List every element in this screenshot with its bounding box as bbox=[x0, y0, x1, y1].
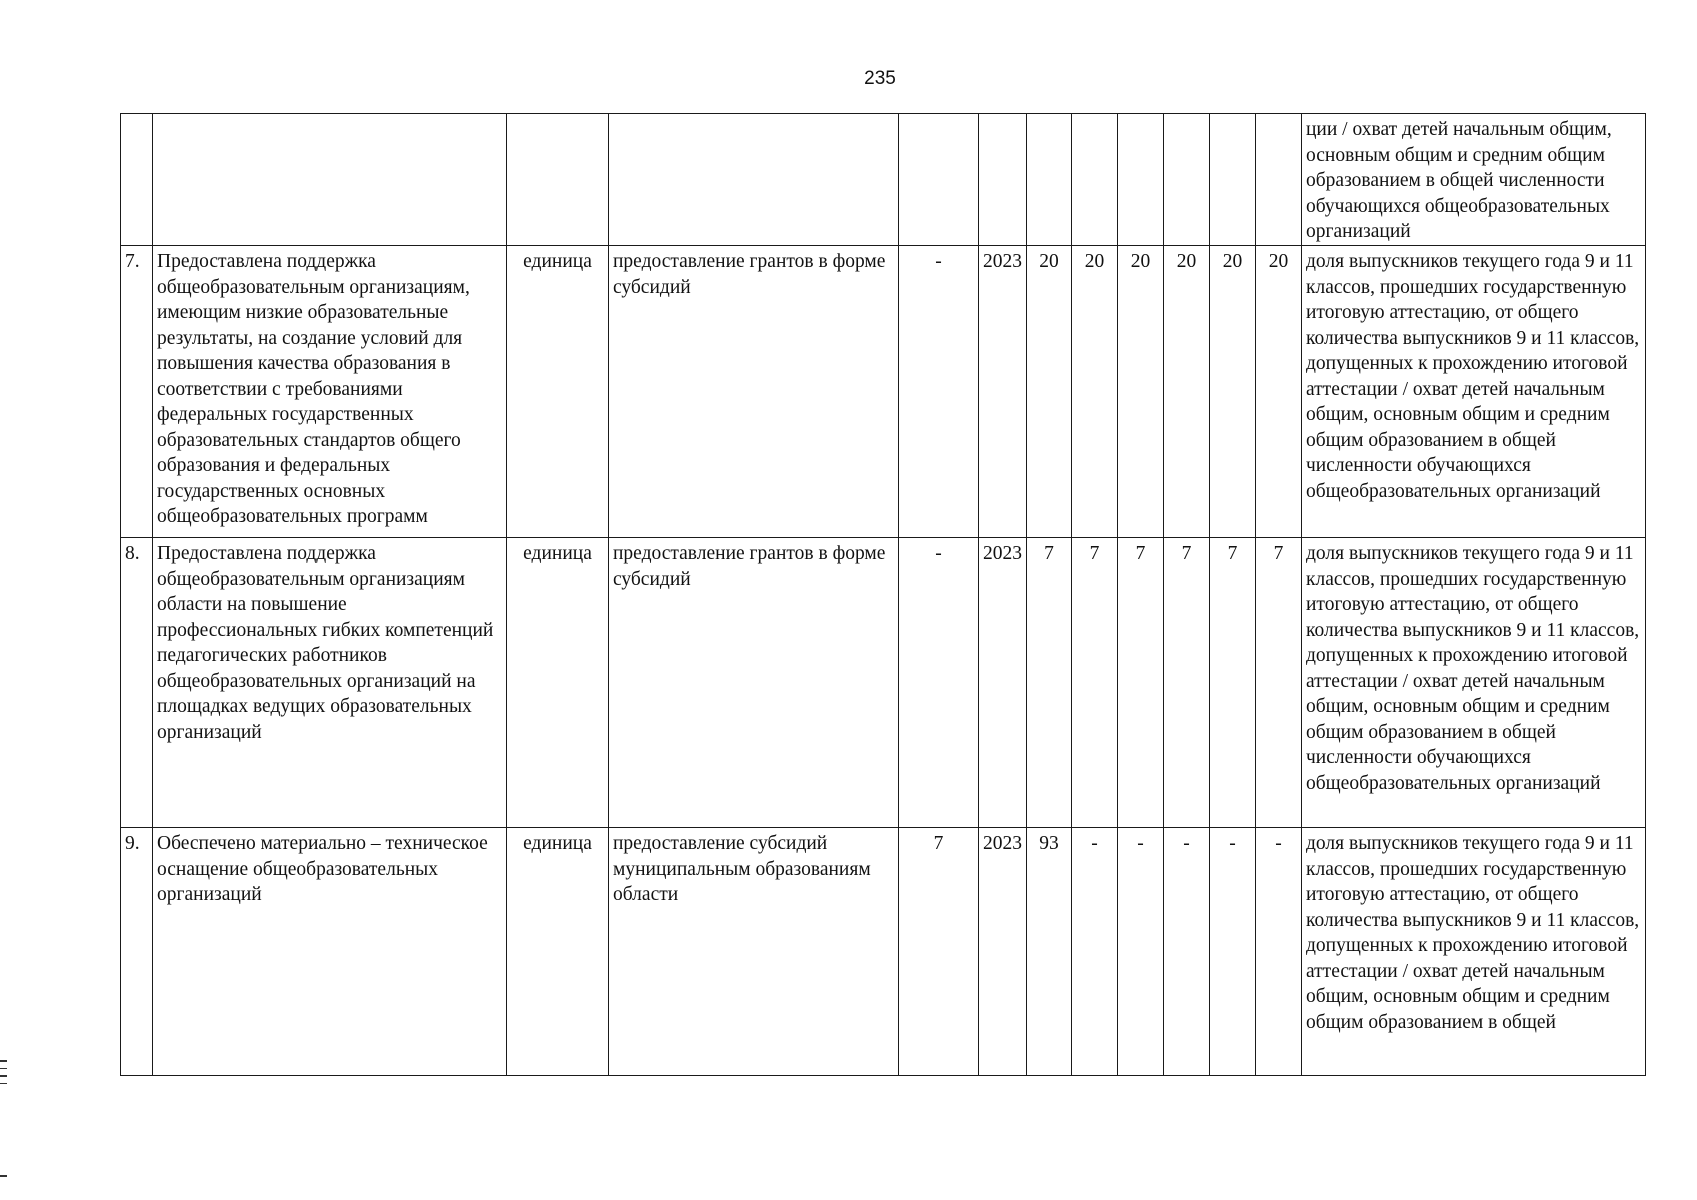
scan-mark bbox=[0, 1060, 7, 1062]
cell-unit: единица bbox=[507, 246, 609, 538]
scan-edge-marks bbox=[0, 1060, 8, 1090]
cell-base-value bbox=[899, 114, 979, 246]
cell-value: 20 bbox=[1072, 246, 1118, 538]
cell-value bbox=[1210, 114, 1256, 246]
cell-base-value: 7 bbox=[899, 828, 979, 1076]
table-row-continuation bbox=[121, 114, 1646, 246]
cell-year: 2023 bbox=[979, 246, 1027, 538]
table-row bbox=[121, 828, 1646, 1076]
cell-value: 20 bbox=[1210, 246, 1256, 538]
cell-num: 8. bbox=[121, 538, 153, 828]
cell-value: 7 bbox=[1072, 538, 1118, 828]
cell-unit: единица bbox=[507, 828, 609, 1076]
cell-description bbox=[153, 114, 507, 246]
table-row bbox=[121, 538, 1646, 828]
cell-num bbox=[121, 114, 153, 246]
cell-value bbox=[1027, 114, 1072, 246]
cell-value: - bbox=[1210, 828, 1256, 1076]
cell-value: 7 bbox=[1118, 538, 1164, 828]
page-number: 235 bbox=[864, 68, 896, 89]
cell-value: 7 bbox=[1256, 538, 1302, 828]
cell-value: 7 bbox=[1027, 538, 1072, 828]
cell-num: 9. bbox=[121, 828, 153, 1076]
cell-description: Предоставлена поддержка общеобразовательным организациям области на повышение профессиональных гибких компетенций педагогических работников общеобразовательных организаций на площадках ведущих образовательных организаций bbox=[153, 538, 507, 828]
cell-unit: единица bbox=[507, 538, 609, 828]
table-row bbox=[121, 246, 1646, 538]
cell-mechanism: предоставление грантов в форме субсидий bbox=[609, 538, 899, 828]
cell-value: - bbox=[1164, 828, 1210, 1076]
cell-num: 7. bbox=[121, 246, 153, 538]
cell-description: Предоставлена поддержка общеобразовательным организациям, имеющим низкие образовательные результаты, на создание условий для повышения качества образования в соответствии с требованиями федеральных государственных образовательных стандартов общего образования и федеральных государственных основных общеобразовательных программ bbox=[153, 246, 507, 538]
cell-mechanism: предоставление субсидий муниципальным образованиям области bbox=[609, 828, 899, 1076]
cell-value: 7 bbox=[1210, 538, 1256, 828]
cell-year: 2023 bbox=[979, 828, 1027, 1076]
cell-mechanism: предоставление грантов в форме субсидий bbox=[609, 246, 899, 538]
cell-value bbox=[1256, 114, 1302, 246]
cell-value: 20 bbox=[1027, 246, 1072, 538]
scan-mark bbox=[0, 1083, 7, 1085]
cell-value: 20 bbox=[1256, 246, 1302, 538]
scan-mark bbox=[0, 1175, 7, 1177]
scan-mark bbox=[0, 1075, 7, 1077]
cell-year: 2023 bbox=[979, 538, 1027, 828]
cell-value: 7 bbox=[1164, 538, 1210, 828]
cell-year bbox=[979, 114, 1027, 246]
cell-indicator: доля выпускников текущего года 9 и 11 классов, прошедших государственную итоговую аттестацию, от общего количества выпускников 9 и 11 классов, допущенных к прохождению итоговой аттестации / охват детей начальным общим, основным общим и средним общим образованием в общей bbox=[1302, 828, 1646, 1076]
cell-mechanism bbox=[609, 114, 899, 246]
scan-mark bbox=[0, 1068, 7, 1070]
cell-value: - bbox=[1256, 828, 1302, 1076]
cell-value: 20 bbox=[1164, 246, 1210, 538]
cell-indicator: доля выпускников текущего года 9 и 11 классов, прошедших государственную итоговую аттестацию, от общего количества выпускников 9 и 11 классов, допущенных к прохождению итоговой аттестации / охват детей начальным общим, основным общим и средним общим образованием в общей численности обучающихся общеобразовательных организаций bbox=[1302, 246, 1646, 538]
cell-value: - bbox=[1072, 828, 1118, 1076]
cell-indicator: доля выпускников текущего года 9 и 11 классов, прошедших государственную итоговую аттестацию, от общего количества выпускников 9 и 11 классов, допущенных к прохождению итоговой аттестации / охват детей начальным общим, основным общим и средним общим образованием в общей численности обучающихся общеобразовательных организаций bbox=[1302, 538, 1646, 828]
cell-indicator: ции / охват детей начальным общим, основным общим и средним общим образованием в общей численности обучающихся общеобразовательных организаций bbox=[1302, 114, 1646, 246]
cell-value bbox=[1072, 114, 1118, 246]
cell-value: - bbox=[1118, 828, 1164, 1076]
cell-unit bbox=[507, 114, 609, 246]
cell-value: 93 bbox=[1027, 828, 1072, 1076]
cell-value: 20 bbox=[1118, 246, 1164, 538]
cell-base-value: - bbox=[899, 246, 979, 538]
cell-base-value: - bbox=[899, 538, 979, 828]
cell-value bbox=[1164, 114, 1210, 246]
cell-description: Обеспечено материально – техническое оснащение общеобразовательных организаций bbox=[153, 828, 507, 1076]
cell-value bbox=[1118, 114, 1164, 246]
results-table bbox=[120, 113, 1646, 1076]
